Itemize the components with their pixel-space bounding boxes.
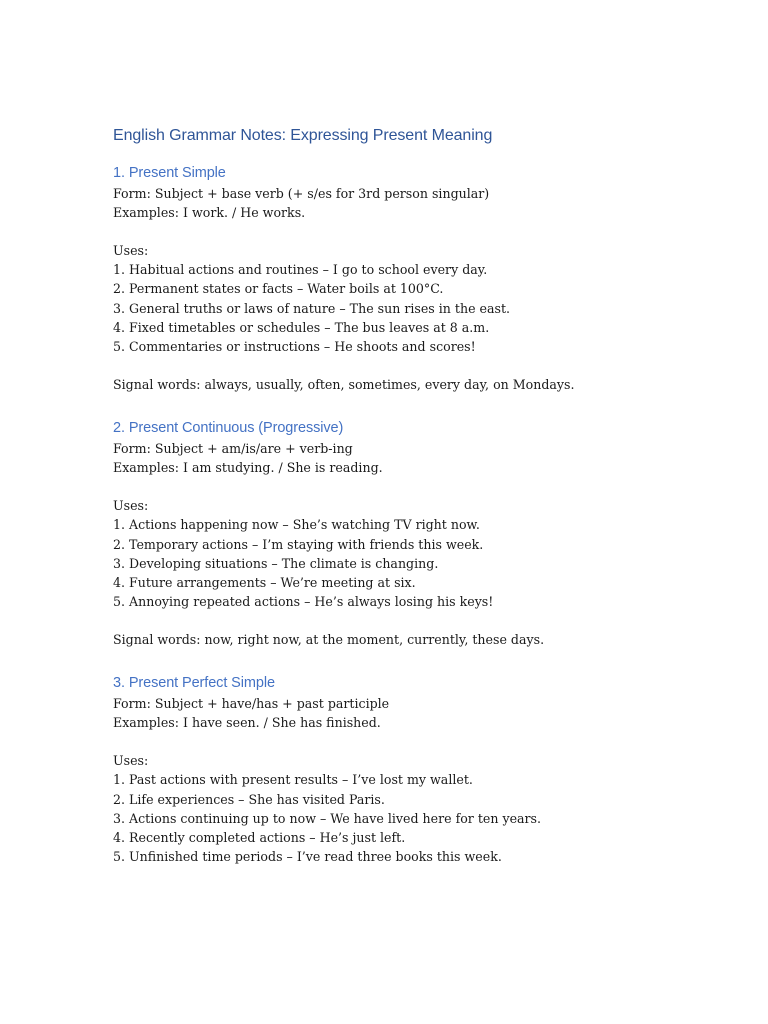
uses-label: Uses: — [113, 243, 149, 259]
list-item: 1. Habitual actions and routines – I go to school every day. — [113, 262, 488, 278]
list-item: 4. Recently completed actions – He’s just left. — [113, 829, 406, 845]
uses-list — [113, 260, 713, 355]
section-heading: 1. Present Simple — [113, 165, 226, 181]
examples-line: Examples: I am studying. / She is reading. — [113, 460, 383, 476]
section-present-perfect-simple — [113, 672, 713, 866]
section-present-simple — [113, 162, 713, 394]
list-item: 3. Developing situations – The climate is changing. — [113, 555, 439, 571]
uses-list — [113, 770, 713, 865]
form-line: Form: Subject + base verb (+ s/es for 3rd person singular) — [113, 186, 490, 201]
uses-label: Uses: — [113, 753, 149, 769]
section-present-continuous — [113, 417, 713, 649]
section-heading: 2. Present Continuous (Progressive) — [113, 420, 344, 437]
list-item: 2. Life experiences – She has visited Paris. — [113, 791, 385, 807]
list-item: 1. Past actions with present results – I’ve lost my wallet. — [113, 772, 473, 788]
examples-line: Examples: I have seen. / She has finished. — [113, 715, 381, 731]
list-item: 3. General truths or laws of nature – The sun rises in the east. — [113, 300, 511, 316]
uses-list — [113, 515, 713, 610]
list-item: 4. Future arrangements – We’re meeting at six. — [113, 574, 416, 590]
list-item: 1. Actions happening now – She’s watching TV right now. — [113, 517, 480, 533]
uses-label: Uses: — [113, 498, 149, 514]
list-item: 5. Annoying repeated actions – He’s always losing his keys! — [113, 593, 494, 609]
section-heading: 3. Present Perfect Simple — [113, 675, 275, 692]
list-item: 4. Fixed timetables or schedules – The bus leaves at 8 a.m. — [113, 319, 490, 335]
signal-words-line: Signal words: now, right now, at the moment, currently, these days. — [113, 631, 545, 647]
list-item: 5. Commentaries or instructions – He shoots and scores! — [113, 338, 476, 354]
list-item: 3. Actions continuing up to now – We have lived here for ten years. — [113, 810, 542, 826]
signal-words-line: Signal words: always, usually, often, sometimes, every day, on Mondays. — [113, 376, 575, 392]
form-line: Form: Subject + am/is/are + verb-ing — [113, 441, 353, 457]
form-line: Form: Subject + have/has + past participle — [113, 696, 390, 712]
document-title: English Grammar Notes: Expressing Present Meaning — [113, 127, 493, 144]
list-item: 5. Unfinished time periods – I’ve read three books this week. — [113, 848, 502, 864]
document-page — [113, 124, 713, 866]
examples-line: Examples: I work. / He works. — [113, 205, 306, 221]
list-item: 2. Temporary actions – I’m staying with friends this week. — [113, 536, 484, 552]
list-item: 2. Permanent states or facts – Water boils at 100°C. — [113, 281, 444, 297]
